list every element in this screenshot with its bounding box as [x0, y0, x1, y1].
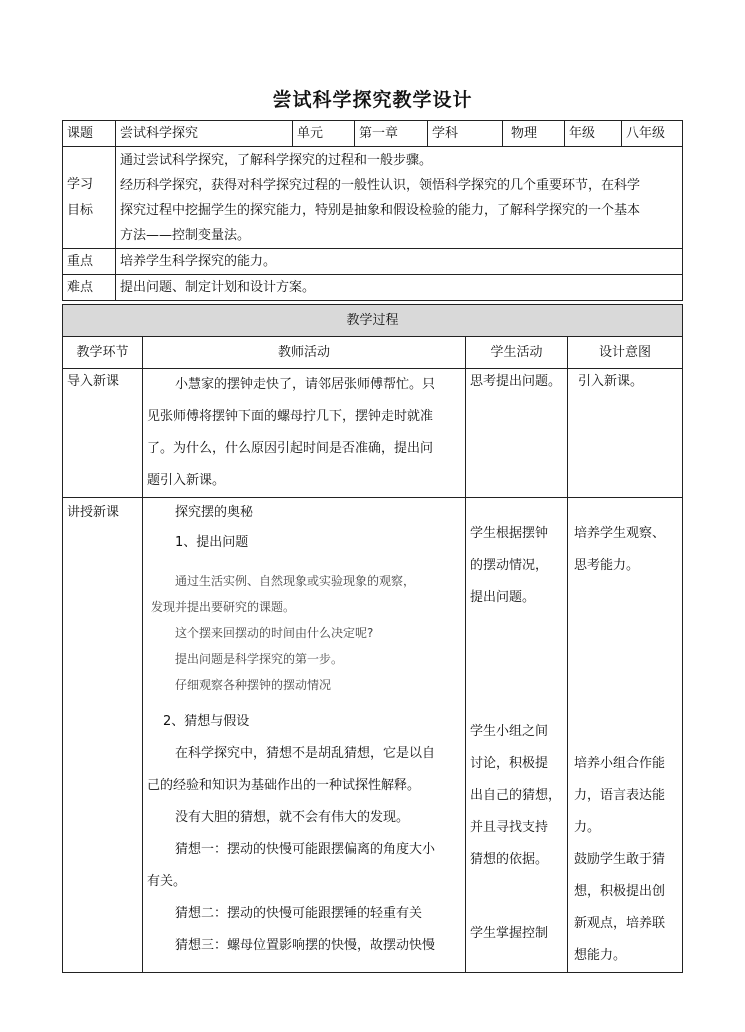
- step1-note: 发现并提出要研究的课题。: [151, 600, 296, 614]
- objective-line: 方法——控制变量法。: [120, 228, 251, 243]
- info-table: [62, 120, 683, 301]
- objective-line: 通过尝试科学探究，了解科学探究的过程和一般步骤。: [120, 153, 433, 168]
- step1-note: 这个摆来回摆动的时间由什么决定呢?: [175, 626, 374, 640]
- difficulty-label: 难点: [63, 275, 116, 301]
- process-title-row: [63, 305, 683, 337]
- header-stage: 教学环节: [63, 337, 143, 369]
- unit-label: 单元: [293, 121, 355, 147]
- intent-line: 新观点，培养联: [574, 916, 666, 931]
- objectives-text: [116, 147, 683, 249]
- process-header-row: [63, 337, 683, 369]
- objectives-label-line1: 学习: [67, 176, 94, 192]
- intent-line: 想能力。: [574, 948, 627, 963]
- intent-line: 鼓励学生敢于猜: [574, 852, 666, 867]
- header-student: 学生活动: [466, 337, 568, 369]
- student-line: 学生根据摆钟: [470, 526, 549, 541]
- step2-text: 己的经验和知识为基础作出的一种试探性解释。: [147, 778, 421, 793]
- objective-line: 经历科学探究，获得对科学探究过程的一般性认识，领悟科学探究的几个重要环节，在科学: [120, 178, 641, 193]
- key-point-row: [63, 249, 683, 275]
- student-intro: 思考提出问题。: [466, 369, 568, 498]
- step2-text: 没有大胆的猜想，就不会有伟大的发现。: [175, 810, 410, 825]
- process-title: 教学过程: [63, 305, 683, 337]
- student-line: 出自己的猜想，: [470, 788, 562, 803]
- intent-lecture: [568, 498, 683, 973]
- subject-value: 物理: [503, 121, 565, 147]
- step1-note: 通过生活实例、自然现象或实验现象的观察，: [175, 574, 416, 588]
- difficulty-row: [63, 275, 683, 301]
- objective-line: 探究过程中挖掘学生的探究能力，特别是抽象和假设检验的能力，了解科学探究的一个基本: [120, 203, 641, 218]
- step2-text: 猜想三：螺母位置影响摆的快慢，故摆动快慢: [175, 938, 436, 953]
- info-row: [63, 121, 683, 147]
- grade-value: 八年级: [622, 121, 683, 147]
- grade-label: 年级: [565, 121, 622, 147]
- intent-line: 培养小组合作能: [574, 756, 666, 771]
- lesson-value: 尝试科学探究: [116, 121, 293, 147]
- process-table: [62, 304, 683, 973]
- teacher-intro-line: 题引入新课。: [147, 473, 226, 488]
- step2-heading: 2、猜想与假设: [163, 714, 250, 729]
- document-title: 尝试科学探究教学设计: [272, 89, 473, 111]
- teacher-lecture: [143, 498, 466, 973]
- unit-value: 第一章: [355, 121, 428, 147]
- student-line: 提出问题。: [470, 590, 536, 605]
- step1-heading: 1、提出问题: [175, 535, 249, 550]
- teacher-intro-line: 了。为什么，什么原因引起时间是否准确，提出问: [147, 441, 434, 456]
- subject-label: 学科: [428, 121, 503, 147]
- student-line: 猜想的依据。: [470, 852, 549, 867]
- intent-line: 力。: [574, 820, 601, 835]
- process-row-lecture: [63, 498, 683, 973]
- process-row-intro: [63, 369, 683, 498]
- difficulty-value: 提出问题、制定计划和设计方案。: [116, 275, 683, 301]
- intent-intro: 引入新课。: [568, 369, 683, 498]
- step2-text: 有关。: [147, 874, 187, 889]
- stage-lecture: 讲授新课: [63, 498, 143, 973]
- header-intent: 设计意图: [568, 337, 683, 369]
- step2-text: 在科学探究中，猜想不是胡乱猜想，它是以自: [175, 746, 436, 761]
- intent-line: 培养学生观察、: [574, 526, 666, 541]
- student-line: 学生掌握控制: [470, 926, 549, 941]
- intent-line: 力，语言表达能: [574, 788, 666, 803]
- key-point-label: 重点: [63, 249, 116, 275]
- step2-text: 猜想一：摆动的快慢可能跟摆偏离的角度大小: [175, 842, 436, 857]
- intent-line: 想，积极提出创: [574, 884, 666, 899]
- objectives-label-line2: 目标: [67, 202, 94, 218]
- lecture-heading: 探究摆的奥秘: [175, 505, 254, 520]
- step1-note: 仔细观察各种摆钟的摆动情况: [175, 678, 332, 692]
- step1-note: 提出问题是科学探究的第一步。: [175, 652, 344, 666]
- stage-intro: 导入新课: [63, 369, 143, 498]
- step2-text: 猜想二：摆动的快慢可能跟摆锤的轻重有关: [175, 906, 423, 921]
- student-line: 的摆动情况，: [470, 558, 549, 573]
- objectives-label: [63, 147, 116, 249]
- teacher-intro: [143, 369, 466, 498]
- header-teacher: 教师活动: [143, 337, 466, 369]
- key-point-value: 培养学生科学探究的能力。: [116, 249, 683, 275]
- student-line: 讨论，积极提: [470, 756, 549, 771]
- intent-line: 思考能力。: [574, 558, 640, 573]
- objectives-row: [63, 147, 683, 249]
- student-line: 并且寻找支持: [470, 820, 549, 835]
- teacher-intro-line: 小慧家的摆钟走快了，请邻居张师傅帮忙。只: [175, 377, 436, 392]
- student-lecture: [466, 498, 568, 973]
- teacher-intro-line: 见张师傅将摆钟下面的螺母拧几下，摆钟走时就准: [147, 409, 434, 424]
- lesson-label: 课题: [63, 121, 116, 147]
- student-line: 学生小组之间: [470, 724, 549, 739]
